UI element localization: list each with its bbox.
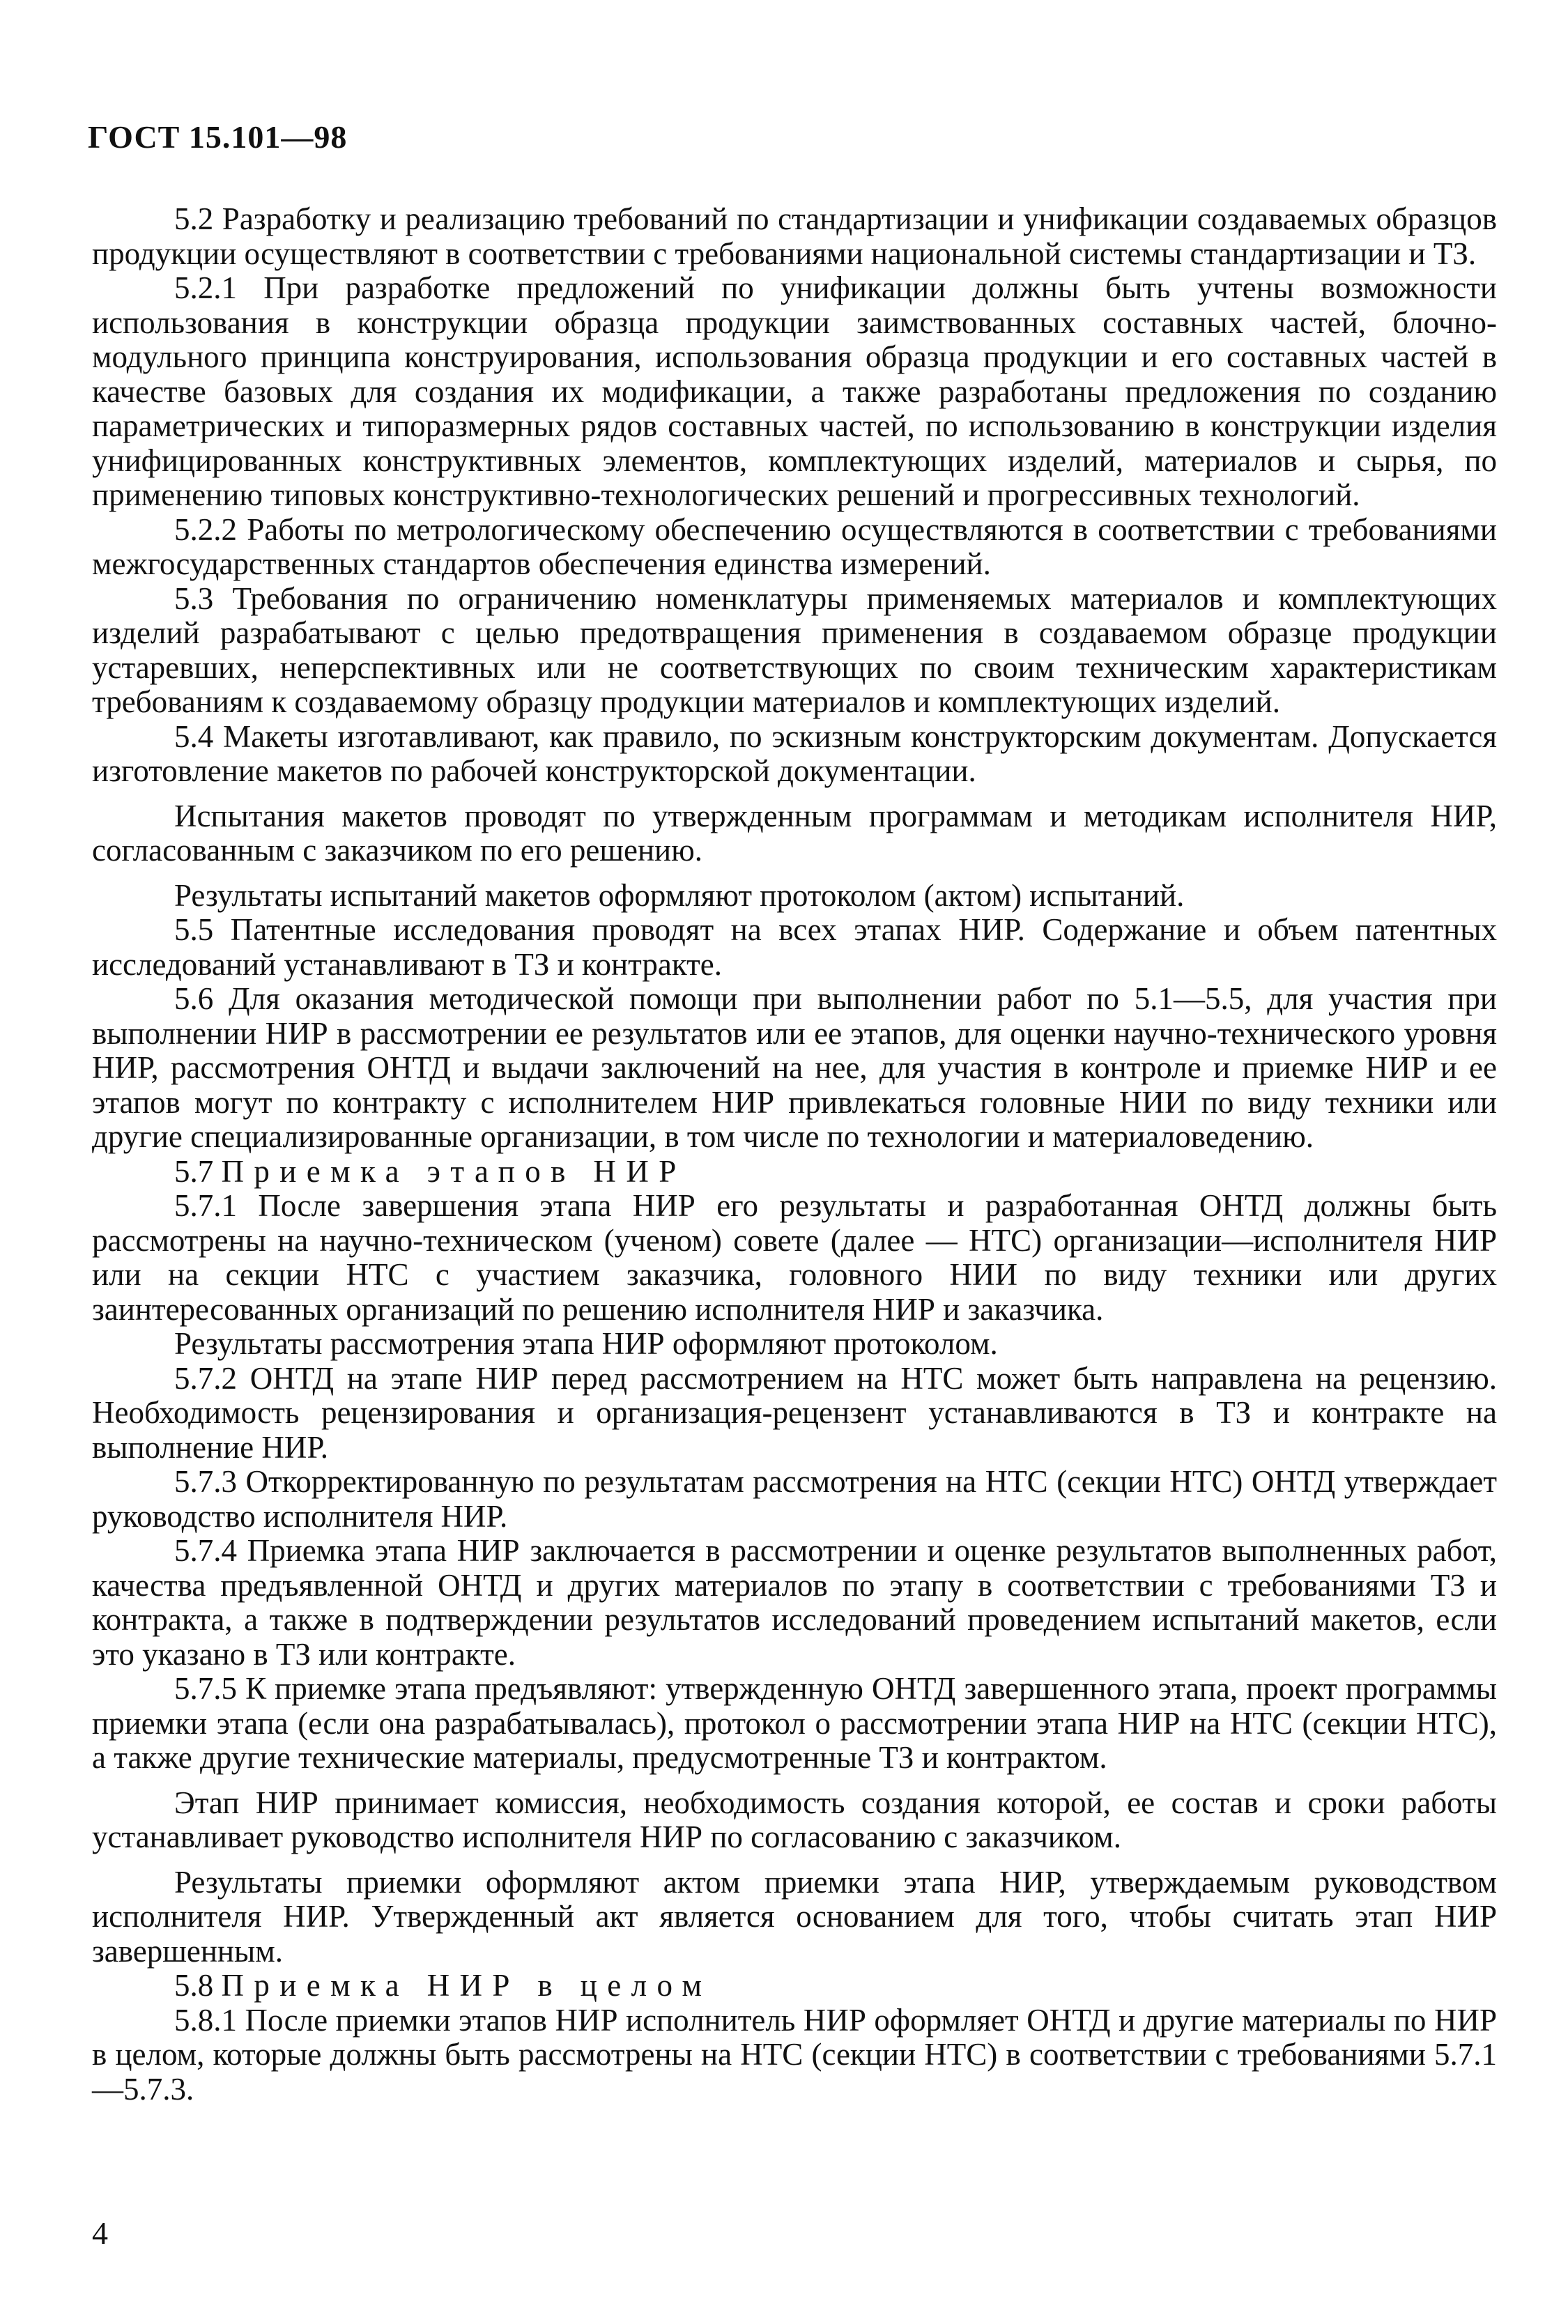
paragraph-5-7-3: 5.7.3 Откорректированную по результатам рассмотрения на НТС (секции НТС) ОНТД утверждает руководство исполнителя НИР. bbox=[92, 1464, 1497, 1534]
document-body bbox=[92, 202, 1497, 2107]
page-number: 4 bbox=[92, 2215, 108, 2251]
section-heading-5-7 bbox=[92, 1155, 1497, 1190]
section-title: Приемка НИР в целом bbox=[221, 1968, 712, 2003]
section-heading-5-8 bbox=[92, 1969, 1497, 2003]
section-number: 5.8 bbox=[174, 1968, 214, 2003]
paragraph-commission: Этап НИР принимает комиссия, необходимость создания которой, ее состав и сроки работы устанавливает руководство исполнителя НИР по согласованию с заказчиком. bbox=[92, 1785, 1497, 1854]
paragraph-5-7-5: 5.7.5 К приемке этапа предъявляют: утвержденную ОНТД завершенного этапа, проект программы приемки этапа (если она разрабатывалась), протокол о рассмотрении этапа НИР на НТС (секции НТС), а также другие технические материалы, предусмотренные ТЗ и контрактом. bbox=[92, 1671, 1497, 1775]
paragraph-5-7-4: 5.7.4 Приемка этапа НИР заключается в рассмотрении и оценке результатов выполненных работ, качества предъявленной ОНТД и других материалов по этапу в соответствии с требованиями ТЗ и контракта, а также в подтверждении результатов исследований проведением испытаний макетов, если это указано в ТЗ или контракте. bbox=[92, 1533, 1497, 1672]
paragraph-5-7-1: 5.7.1 После завершения этапа НИР его результаты и разработанная ОНТД должны быть рассмотрены на научно-техническом (ученом) совете (далее — НТС) организации—исполнителя НИР или на секции НТС с участием заказчика, головного НИИ по виду техники или других заинтересованных организаций по решению исполнителя НИР и заказчика. bbox=[92, 1188, 1497, 1327]
paragraph-acceptance-act: Результаты приемки оформляют актом приемки этапа НИР, утверждаемым руководством исполнителя НИР. Утвержденный акт является основанием для того, чтобы считать этап НИР завершенным. bbox=[92, 1864, 1497, 1969]
section-number: 5.7 bbox=[174, 1153, 214, 1189]
paragraph-mockup-tests: Испытания макетов проводят по утвержденным программам и методикам исполнителя НИР, согласованным с заказчиком по его решению. bbox=[92, 798, 1497, 868]
paragraph-5-4: 5.4 Макеты изготавливают, как правило, по эскизным конструкторским документам. Допускается изготовление макетов по рабочей конструкторской документации. bbox=[92, 718, 1497, 788]
paragraph-5-8-1: 5.8.1 После приемки этапов НИР исполнитель НИР оформляет ОНТД и другие материалы по НИР в целом, которые должны быть рассмотрены на НТС (секции НТС) в соответствии с требованиями 5.7.1—5.7.3. bbox=[92, 2002, 1497, 2107]
paragraph-5-2-2: 5.2.2 Работы по метрологическому обеспечению осуществляются в соответствии с требованиями межгосударственных стандартов обеспечения единства измерений. bbox=[92, 511, 1497, 581]
section-title: Приемка этапов НИР bbox=[221, 1153, 686, 1189]
paragraph-5-7-2: 5.7.2 ОНТД на этапе НИР перед рассмотрением на НТС может быть направлена на рецензию. Необходимость рецензирования и организация-рецензент устанавливаются в ТЗ и контракте на выполнение НИР. bbox=[92, 1360, 1497, 1465]
paragraph-5-5: 5.5 Патентные исследования проводят на всех этапах НИР. Содержание и объем патентных исследований устанавливают в ТЗ и контракте. bbox=[92, 912, 1497, 982]
paragraph-5-6: 5.6 Для оказания методической помощи при выполнении работ по 5.1—5.5, для участия при выполнении НИР в рассмотрении ее результатов или ее этапов, для оценки научно-технического уровня НИР, рассмотрения ОНТД и выдачи заключений на нее, для участия в контроле и приемке НИР и ее этапов могут по контракту с исполнителем НИР привлекаться головные НИИ по виду техники или другие специализированные организации, в том числе по технологии и материаловедению. bbox=[92, 981, 1497, 1154]
paragraph-5-2: 5.2 Разработку и реализацию требований по стандартизации и унификации создаваемых образцов продукции осуществляют в соответствии с требованиями национальной системы стандартизации и ТЗ. bbox=[92, 201, 1497, 271]
document-header: ГОСТ 15.101—98 bbox=[88, 119, 348, 155]
paragraph-stage-review-result: Результаты рассмотрения этапа НИР оформляют протоколом. bbox=[174, 1326, 998, 1361]
paragraph-5-2-1: 5.2.1 При разработке предложений по унификации должны быть учтены возможности использования в конструкции образца продукции заимствованных составных частей, блочно-модульного принципа конструирования, использования образца продукции и его составных частей в качестве базовых для создания их модификации, а также разработаны предложения по созданию параметрических и типоразмерных рядов составных частей, по использованию в конструкции изделия унифицированных конструктивных элементов, комплектующих изделий, материалов и сырья, по применению типовых конструктивно-технологических решений и прогрессивных технологий. bbox=[92, 270, 1497, 512]
paragraph-mockup-results: Результаты испытаний макетов оформляют протоколом (актом) испытаний. bbox=[174, 877, 1185, 913]
paragraph-5-3: 5.3 Требования по ограничению номенклатуры применяемых материалов и комплектующих изделий разрабатывают с целью предотвращения применения в создаваемом образце продукции устаревших, неперспективных или не соответствующих по своим техническим характеристикам требованиям к создаваемому образцу продукции материалов и комплектующих изделий. bbox=[92, 580, 1497, 719]
